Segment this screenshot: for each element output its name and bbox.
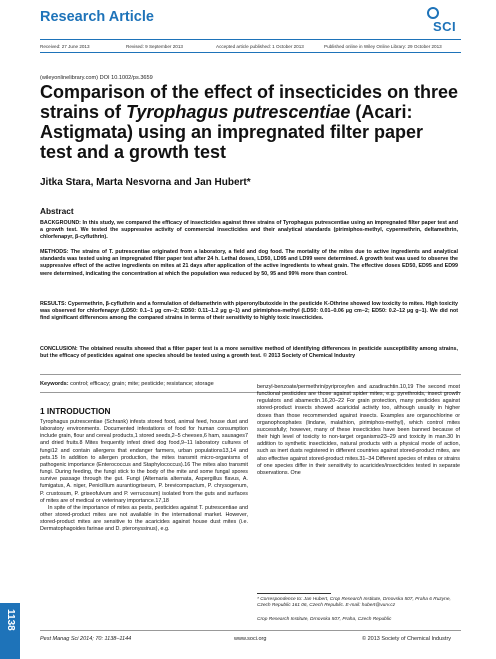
intro-left-column bbox=[40, 419, 248, 534]
background-text: In this study, we compared the efficacy of insecticides against three strains of Tyrophagus putrescentiae using an impregnated filter paper test and a growth test. We tested the suppressive activity of commercial insecticides and their analytical standards (pirimiphos-methyl, cypermethrin, deltamethrin, chlorfenapyr, β-cyfluthrin). bbox=[40, 220, 458, 241]
intro-paragraph-3: benzyl-benzoate/permethrin/pyriproxyfen and azadirachtin.10,19 The second most functional pesticides are those against spider mites, e.g. pyrethroids, insect growth regulators and abamectin.16,20–22 For grain protection, many pesticides against stored-product insects showed acaricidal activity too, although usually in higher doses than those recommended against insects. Examples are organochlorine or organophosphates (lindane, malathion, pirimiphos-methyl), which control mites successfully; however, many of these insecticides have been banned because of their high level of toxicity to non-target organisms23–29 and toxicity in man.30 In addition to synthetic insecticides, natural products with a physical mode of action, such as inert dusts registered in different countries against stored-product mites, are also effective against stored-product mites.31–34 Different species of mites or strains of one species differ in their sensitivity to acaricides/insecticides tested in separate observations. One bbox=[257, 384, 460, 476]
intro-paragraph-2: In spite of the importance of mites as pests, pesticides against T. putrescentiae and other stored-product mites are not available in the international market. However, stored-product mites are sensitive to the acaricides against house dust mites (i.e. Dermatophagoides farinae and D. pteronyssinus), e.g. bbox=[40, 504, 248, 533]
footer-rule bbox=[40, 630, 461, 631]
footer-copyright: © 2013 Society of Chemical Industry bbox=[362, 636, 452, 642]
title-part-2: (Acari: Astigmata) using an impregnated filter paper test and a growth test bbox=[40, 102, 424, 162]
abstract-heading: Abstract bbox=[40, 206, 74, 216]
introduction-heading: 1 INTRODUCTION bbox=[40, 406, 111, 416]
received-date: Received: 27 June 2013 bbox=[40, 44, 90, 49]
abstract-methods bbox=[40, 249, 458, 278]
conclusion-text: The obtained results showed that a filter paper test is a more sensitive method of identifying differences in pesticide susceptibility among strains, but the efficacy of pesticides against one species should be tested using a growth test. bbox=[40, 346, 458, 360]
results-label: RESULTS: bbox=[40, 301, 67, 307]
page-number-tab bbox=[0, 603, 20, 659]
title-part-1: Comparison of the effect of insecticides on three strains of bbox=[40, 82, 459, 122]
footnote-rule bbox=[257, 593, 331, 594]
page-number: 1138 bbox=[5, 609, 16, 631]
intro-right-column bbox=[257, 384, 460, 477]
intro-paragraph-1: Tyrophagus putrescentiae (Schrank) infests stored food, animal feed, house dust and laboratory environments. Documented infestations of food for human consumption include grain, flour and cereal products,1 stored seeds,2–5 cheeses,6 ham, sausages7 and dried fruits.8 Mites frequently infest dried dog food,9–11 laboratory cultures of fungi12 and contain allergens that endanger farmers, urban populations13,14 and pets.15 In addition to allergen production, the mites transmit micro-organisms of pathogenic importance (Enterococcus and Staphylococcus).16 The mites also transmit fungi. During feeding, the fungi stick to the body of the mite and some fungal spores survive passage through the gut. Fungi (Alternaria alternata, Aspergillus flavus, A. fumigatus, A. niger, Penicillium aurantiogriseum, P. brevicompactum, P. chrysogenum, P. crustosum, P. griseofulvum and P. verrucosum) isolated from the guts and surfaces of mites are of medical or veterinary importance.17,18 bbox=[40, 419, 248, 504]
sci-logo bbox=[423, 7, 463, 37]
dates-rule bbox=[40, 52, 461, 53]
logo-circle-icon bbox=[427, 7, 439, 19]
abstract-background bbox=[40, 220, 458, 242]
accepted-date: Accepted article published: 1 October 2013 bbox=[216, 44, 304, 49]
affiliation-footnote: Crop Research Institute, Drnovska 507, Praha, Czech Republic bbox=[257, 617, 392, 622]
journal-citation: Pest Manag Sci 2014; 70: 1138–1144 bbox=[40, 636, 132, 642]
methods-text: The strains of T. putrescentiae originated from a laboratory, a field and dog food. The mortality of the mites due to active ingredients and analytical standards was tested using an impregnated filter paper test after 24 h. Lethal doses, LD50, LD95 and LD99 were determined. A growth test was used to observe the suppressive effect of the active ingredients on mites at 21 days after application of the active ingredients to wheat grain. The effective doses ED50, ED95 and ED99 were determined, indicating the concentration at which the population was reduced by 50, 95 and 99% more than control. bbox=[40, 249, 458, 277]
authors: Jitka Stara, Marta Nesvorna and Jan Hubert* bbox=[40, 177, 251, 188]
title-species: Tyrophagus putrescentiae bbox=[126, 102, 351, 122]
header-rule bbox=[40, 39, 461, 40]
doi-line: (wileyonlinelibrary.com) DOI 10.1002/ps.3659 bbox=[40, 75, 153, 81]
conclusion-label: CONCLUSION: bbox=[40, 346, 78, 352]
background-label: BACKGROUND: bbox=[40, 220, 81, 226]
journal-website: www.soci.org bbox=[234, 636, 267, 642]
abstract-conclusion bbox=[40, 346, 458, 360]
abstract-results bbox=[40, 301, 458, 323]
abstract-copyright: © 2013 Society of Chemical Industry bbox=[263, 353, 356, 360]
section-label: Research Article bbox=[40, 9, 154, 25]
results-text: Cypermethrin, β-cyfluthrin and a formulation of deltamethrin with piperonylbutoxide in the pesticide K-Othrine showed low toxicity to mites. High toxicity was observed for chlorfenapyr (LD50: 0.1–1 µg cm−2; ED50: 0.11–1.2 µg g−1) and pirimiphos-methyl (LD50: 0.01–0.06 µg cm−2; ED50: 0.2–12 µg g−1). We did not find significant differences among the compared strains in terms of their sensitivity to highly toxic insecticides. bbox=[40, 301, 458, 322]
published-date: Published online in Wiley Online Library: 29 October 2013 bbox=[324, 44, 442, 49]
keywords-label: Keywords: bbox=[40, 381, 69, 387]
methods-label: METHODS: bbox=[40, 249, 69, 255]
keywords-list: control; efficacy; grain; mite; pesticide; resistance; storage bbox=[68, 381, 214, 387]
keywords-rule-top bbox=[40, 374, 461, 375]
article-title bbox=[40, 82, 460, 162]
logo-text: SCI bbox=[433, 19, 457, 34]
correspondence-footnote: * Correspondence to: Jan Hubert, Crop Research Institute, Drnovska 507, Praha 6 Ruzyne, Czech Republic 161 06, Czech Republic. E-mail: hubert@vurv.cz bbox=[257, 597, 451, 609]
revised-date: Revised: 9 September 2013 bbox=[126, 44, 183, 49]
